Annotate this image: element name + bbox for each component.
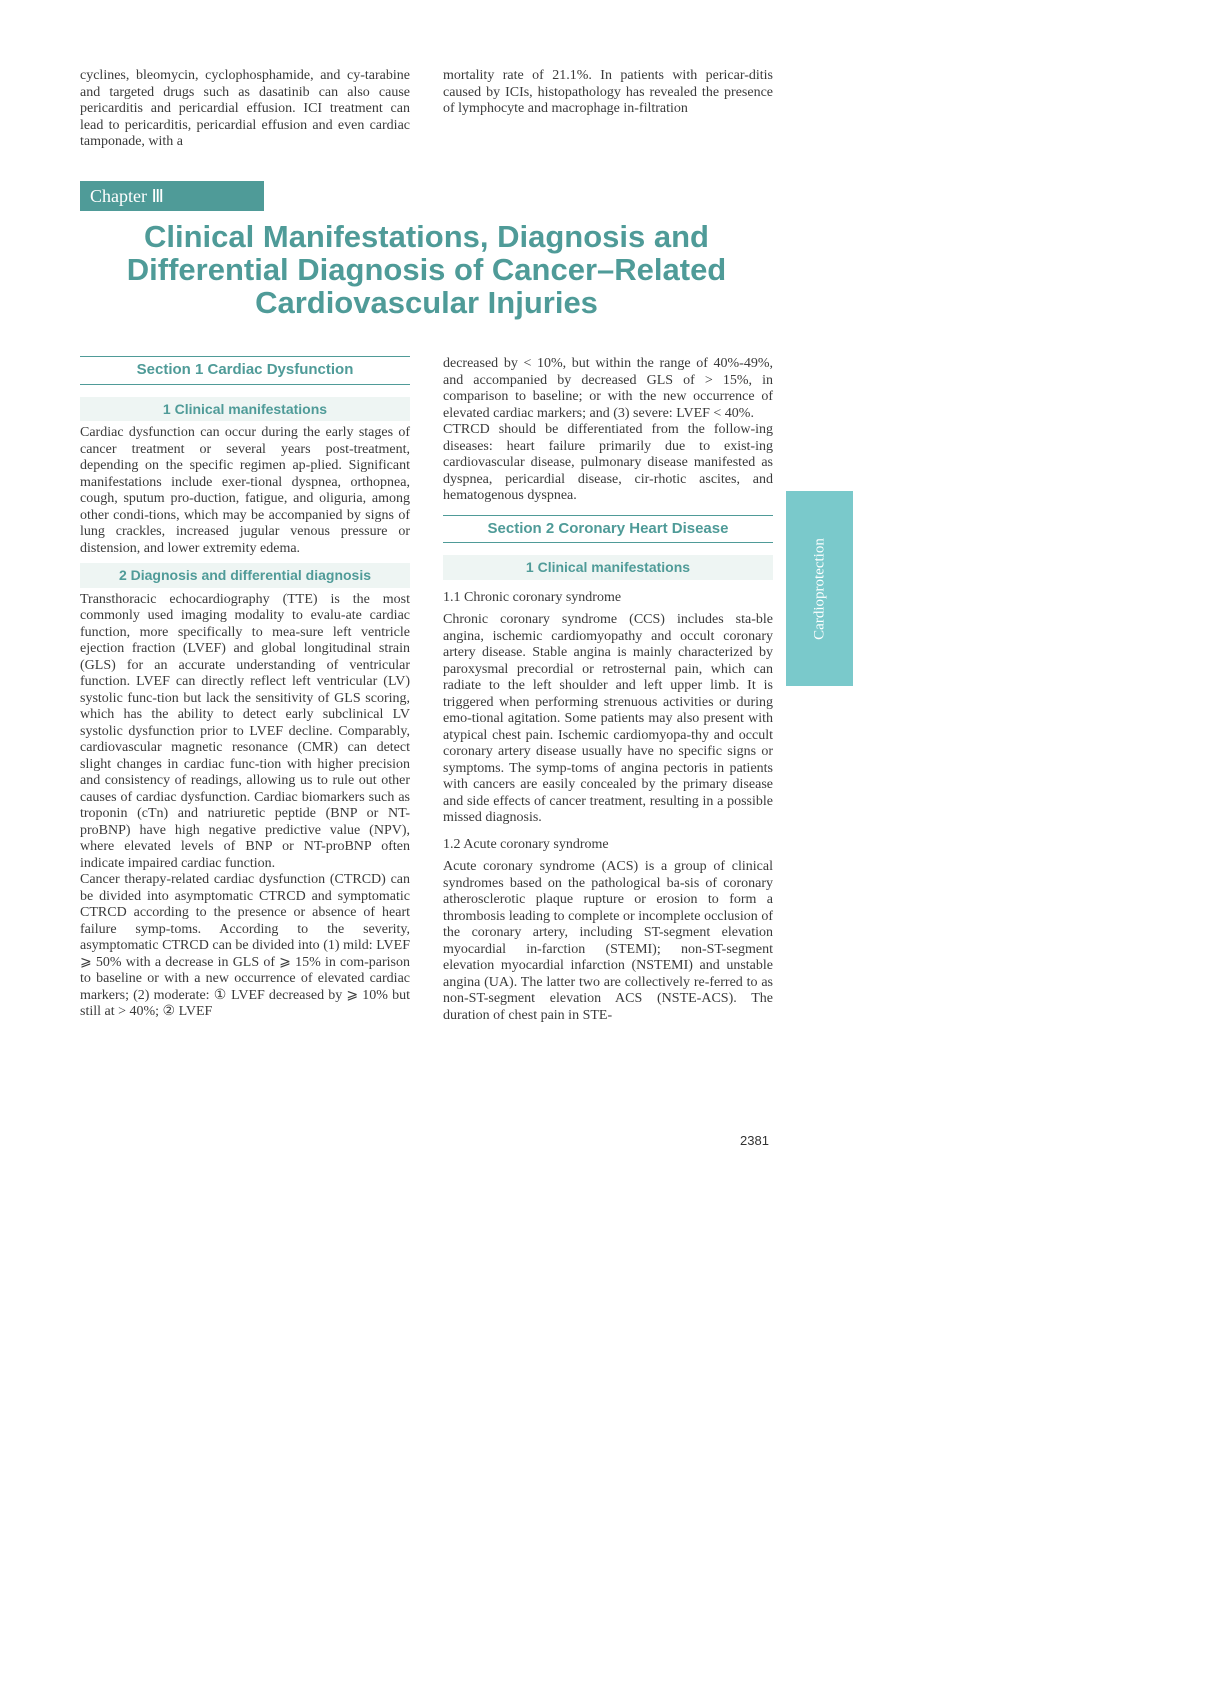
section-1-continued-text: decreased by < 10%, but within the range of 40%-49%, and accompanied by decreased GLS of > 15%, in comparison to baseline; or with the new occurrence of elevated cardiac markers; and (3) severe: LVEF < 40%. xyxy=(443,356,773,421)
side-tab-label: Cardioprotection xyxy=(811,537,827,640)
side-tab xyxy=(786,491,853,686)
chapter-title-line-1: Clinical Manifestations, Diagnosis and xyxy=(144,219,709,254)
left-column xyxy=(80,356,410,1021)
acs-heading: 1.2 Acute coronary syndrome xyxy=(443,836,609,852)
section-1-differential-text: CTRCD should be differentiated from the follow-ing diseases: heart failure primarily due to exist-ing cardiovascular disease, pulmonary disease manifested as dyspnea, pericardial disease, cir-rhotic ascites, and hematogenous dyspnea. xyxy=(443,422,773,503)
ccs-heading: 1.1 Chronic coronary syndrome xyxy=(443,589,622,605)
section-1-ctrcd-text: Cancer therapy-related cardiac dysfunction (CTRCD) can be divided into asymptomatic CTRCD and symptomatic CTRCD according to the presence or absence of heart failure symp-toms. According to the severity, asymptomatic CTRCD can be divided into (1) mild: LVEF ⩾ 50% with a decrease in GLS of ⩾ 15% in com-parison to baseline or with a new occurrence of elevated cardiac markers; (2) moderate: ① LVEF decreased by ⩾ 10% but still at > 40%; ② LVEF xyxy=(80,872,410,1019)
top-right-paragraph xyxy=(443,68,773,118)
top-left-text: cyclines, bleomycin, cyclophosphamide, and cy-tarabine and targeted drugs such as dasatinib can also cause pericarditis and pericardial effusion. ICI treatment can lead to pericarditis, pericardial effusion and even cardiac tamponade, with a xyxy=(80,68,410,149)
top-right-text: mortality rate of 21.1%. In patients with pericar-ditis caused by ICIs, histopathology has revealed the presence of lymphocyte and macrophage in-filtration xyxy=(443,68,773,116)
ccs-text: Chronic coronary syndrome (CCS) includes sta-ble angina, ischemic cardiomyopathy and occult coronary artery disease. Stable angina is mainly characterized by paroxysmal precordial or retrosternal pain, which can radiate to the left shoulder and left upper limb. It is triggered when performing strenuous activities or during emo-tional agitation. Some patients may also present with atypical chest pain. Ischemic cardiomyopa-thy and occult coronary artery disease usually have no specific signs or symptoms. The symp-toms of angina pectoris in patients with cancers are easily concealed by the primary disease and side effects of cancer treatment, resulting in a possible missed diagnosis. xyxy=(443,612,773,825)
top-left-paragraph xyxy=(80,68,410,151)
chapter-title-line-3: Cardiovascular Injuries xyxy=(255,285,598,320)
chapter-title xyxy=(80,220,773,319)
chapter-title-line-2: Differential Diagnosis of Cancer–Related xyxy=(126,252,727,287)
section-2-heading: Section 2 Coronary Heart Disease xyxy=(443,515,773,544)
section-1-heading: Section 1 Cardiac Dysfunction xyxy=(80,356,410,385)
right-column xyxy=(443,356,773,1024)
chapter-label: Chapter Ⅲ xyxy=(80,181,264,211)
section-1-diagnosis-text: Transthoracic echocardiography (TTE) is the most commonly used imaging modality to evalu-ate cardiac function, more specifically to mea-sure left ventricle ejection fraction (LVEF) and global longitudinal strain (GLS) for an accurate understanding of ventricular function. LVEF can directly reflect left ventricular (LV) systolic func-tion but lack the sensitivity of GLS scoring, which has the ability to detect early subclinical LV systolic dysfunction prior to LVEF decline. Comparably, cardiovascular magnetic resonance (CMR) can detect slight changes in cardiac func-tion with higher precision and consistency of readings, allowing us to rule out other causes of cardiac dysfunction. Cardiac biomarkers such as troponin (cTn) and natriuretic peptide (BNP or NT-proBNP) have high negative predictive value (NPV), where elevated levels of BNP or NT-proBNP often indicate impaired cardiac function. xyxy=(80,591,410,871)
section-1-clinical-heading: 1 Clinical manifestations xyxy=(80,397,410,422)
page-number: 2381 xyxy=(740,1133,769,1148)
section-1-clinical-text: Cardiac dysfunction can occur during the early stages of cancer treatment or several years post-treatment, depending on the specific regimen ap-plied. Significant manifestations include exer-tional dyspnea, orthopnea, cough, sputum pro-duction, fatigue, and oliguria, among other condi-tions, which may be accompanied by signs of lung crackles, increased jugular venous pressure or distension, and lower extremity edema. xyxy=(80,425,410,556)
section-1-diagnosis-heading: 2 Diagnosis and differential diagnosis xyxy=(80,563,410,588)
acs-text: Acute coronary syndrome (ACS) is a group of clinical syndromes based on the pathological ba-sis of coronary atherosclerotic plaque rupture or erosion to form a thrombosis leading to complete or incomplete occlusion of the coronary artery, including ST-segment elevation myocardial in-farction (STEMI); non-ST-segment elevation myocardial infarction (NSTEMI) and unstable angina (UA). The latter two are collectively re-ferred to as non-ST-segment elevation ACS (NSTE-ACS). The duration of chest pain in STE- xyxy=(443,859,773,1023)
section-2-clinical-heading: 1 Clinical manifestations xyxy=(443,555,773,580)
